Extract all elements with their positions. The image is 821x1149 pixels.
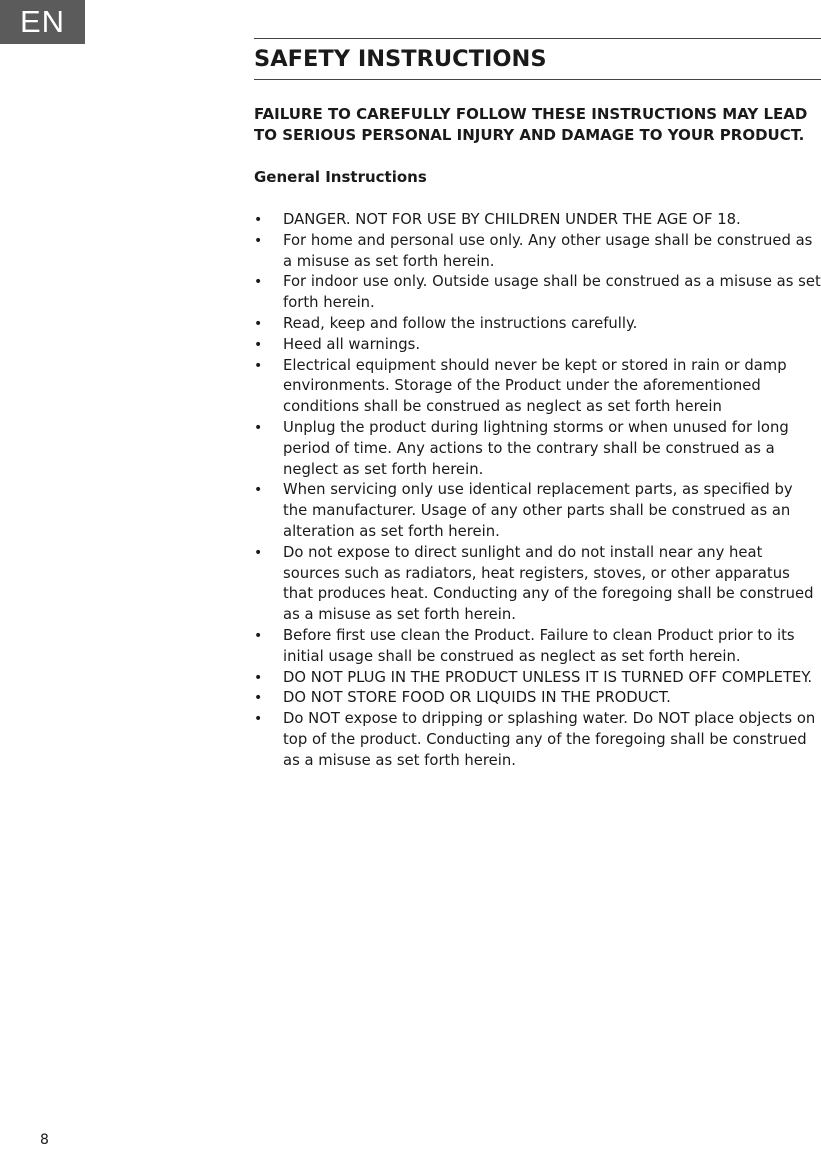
list-item-text: Before first use clean the Product. Failure to clean Product prior to its initial usage shall be construed as neglect as set forth herein. bbox=[283, 626, 795, 665]
list-item-text: Electrical equipment should never be kept or stored in rain or damp environments. Storage of the Product under the aforementioned conditions shall be construed as neglect as set forth herein bbox=[283, 356, 787, 416]
list-item bbox=[254, 356, 821, 418]
bullet-icon: • bbox=[254, 232, 263, 249]
title-block bbox=[254, 38, 821, 80]
list-item bbox=[254, 418, 821, 480]
list-item bbox=[254, 210, 821, 231]
list-item bbox=[254, 688, 821, 709]
list-item-text: Do NOT expose to dripping or splashing water. Do NOT place objects on top of the product. Conducting any of the foregoing shall be construed as a misuse as set forth herein. bbox=[283, 710, 816, 769]
list-item bbox=[254, 668, 821, 689]
bullet-icon: • bbox=[254, 419, 263, 436]
list-item-text: Do not expose to direct sunlight and do not install near any heat sources such as radiators, heat registers, stoves, or other apparatus that produces heat. Conducting any of the foregoing shall be construed as a misuse as set forth herein. bbox=[283, 543, 814, 624]
language-tab: EN bbox=[0, 0, 85, 44]
bullet-icon: • bbox=[254, 315, 263, 332]
bullet-icon: • bbox=[254, 544, 263, 561]
list-item bbox=[254, 314, 821, 335]
bullet-icon: • bbox=[254, 711, 263, 728]
bullet-icon: • bbox=[254, 627, 263, 644]
list-item-text: DANGER. NOT FOR USE BY CHILDREN UNDER THE AGE OF 18. bbox=[283, 211, 741, 228]
list-item bbox=[254, 231, 821, 273]
list-item-text: Heed all warnings. bbox=[283, 335, 421, 353]
list-item bbox=[254, 335, 821, 356]
list-item-text: When servicing only use identical replacement parts, as specified by the manufacturer. Usage of any other parts shall be construed as an alteration as set forth herein. bbox=[283, 481, 793, 540]
list-item bbox=[254, 272, 821, 314]
bullet-icon: • bbox=[254, 690, 263, 707]
document-content bbox=[254, 38, 821, 772]
bullet-icon: • bbox=[254, 336, 263, 353]
list-item-text: For indoor use only. Outside usage shall be construed as a misuse as set forth herein. bbox=[283, 273, 821, 312]
list-item bbox=[254, 543, 821, 626]
bullet-icon: • bbox=[254, 357, 263, 374]
section-heading: General Instructions bbox=[254, 168, 427, 186]
list-item-text: For home and personal use only. Any other usage shall be construed as a misuse as set forth herein. bbox=[283, 231, 813, 270]
instruction-list bbox=[254, 210, 821, 772]
list-item-text: Unplug the product during lightning storms or when unused for long period of time. Any actions to the contrary shall be construed as a neglect as set forth herein. bbox=[283, 418, 789, 478]
bullet-icon: • bbox=[254, 482, 263, 499]
safety-warning: FAILURE TO CAREFULLY FOLLOW THESE INSTRUCTIONS MAY LEAD TO SERIOUS PERSONAL INJURY AND DAMAGE TO YOUR PRODUCT. bbox=[254, 105, 808, 144]
list-item-text: DO NOT STORE FOOD OR LIQUIDS IN THE PRODUCT. bbox=[283, 689, 671, 707]
bullet-icon: • bbox=[254, 212, 263, 228]
list-item bbox=[254, 480, 821, 542]
bullet-icon: • bbox=[254, 669, 263, 686]
list-item-text: Read, keep and follow the instructions carefully. bbox=[283, 314, 638, 332]
page-number: 8 bbox=[40, 1132, 49, 1148]
list-item-text: DO NOT PLUG IN THE PRODUCT UNLESS IT IS TURNED OFF COMPLETEY. bbox=[283, 668, 813, 686]
list-item bbox=[254, 709, 821, 771]
page-title: SAFETY INSTRUCTIONS bbox=[254, 46, 547, 72]
list-item bbox=[254, 626, 821, 668]
bullet-icon: • bbox=[254, 274, 263, 291]
